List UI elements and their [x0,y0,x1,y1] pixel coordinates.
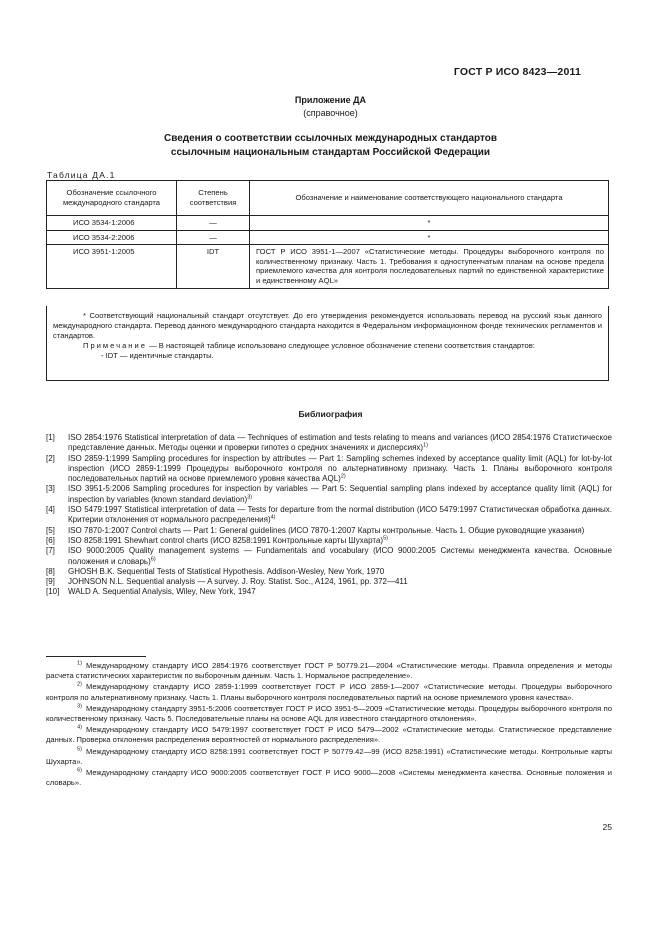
entry-body: ISO 3951-5:2006 Sampling procedures for inspection by variables — Part 5: Sequential sampling plans indexed by acceptance quality limit (AQL) for inspection by variables (known standard deviation) [68,484,612,504]
header-national-standard: Обозначение и наименование соответствующего национального стандарта [250,181,609,216]
table-row [47,245,609,288]
entry-number: [8] [46,566,55,576]
title-line-2: ссылочным национальным стандартам Российской Федерации [170,147,491,158]
footnote-mark: 1) [77,660,82,667]
list-item [46,546,612,567]
table-row [47,230,609,245]
list-item [46,526,612,536]
entry-number: [3] [46,484,55,494]
entry-number: [1] [46,433,55,442]
cell-degree: IDT [177,245,250,288]
table-label: Таблица ДА.1 [47,170,116,180]
footnote-mark: 3) [77,703,82,710]
table-header-row [47,181,609,216]
footnote-mark: 6) [77,767,82,774]
table-row [47,216,609,231]
footnote [46,768,612,788]
footnote-text: Международному стандарту ИСО 2854:1976 соответствует ГОСТ Р 50779.21—2004 «Статистические методы. Правила определения и методы расчета статистических характеристик по выборочным данным. Часть 1. Нормальное распределение». [46,661,612,681]
bibliography-list [46,433,612,598]
entry-text [68,454,612,485]
entry-body: ISO 2859-1:1999 Sampling procedures for inspection by attributes — Part 1: Sampling schemes indexed by acceptance quality limit (AQL) for lot-by-lot inspection (ИСО 2859-1:1999 Процедуры выборочного контроля по альтернативному признаку. Часть 1. Планы выборочного контроля последовательных партий на основе приемлемого уровня качества AQL) [68,453,612,484]
entry-text [68,433,612,454]
cell-national: * [250,216,609,231]
entry-body: ISO 8258:1991 Shewhart control charts (ИСО 8258:1991 Контрольные карты Шухарта) [68,535,384,545]
footnote [46,682,612,702]
cell-standard: ИСО 3534-1:2006 [47,216,177,231]
entry-body: JOHNSON N.L. Sequential analysis — A survey. J. Roy. Statist. Soc., A124, 1961, pp. 372—411 [68,577,408,587]
footnote-text: Международному стандарту ИСО 2859-1:1999 соответствует ГОСТ Р ИСО 2859-1—2007 «Статистические методы. Процедуры выборочного контроля по альтернативному признаку. Часть 1. Планы выборочного контроля последовательных партий на основе приемлемого уровня качества». [46,682,612,702]
entry-number: [5] [46,525,55,535]
entry-text [68,587,612,597]
footnote [46,661,612,681]
entry-number: [6] [46,535,55,545]
page-number: 25 [602,822,612,832]
cell-standard: ИСО 3951-1:2005 [47,245,177,288]
annex-heading [0,94,661,120]
cell-standard: ИСО 3534-2:2006 [47,230,177,245]
list-item [46,536,612,546]
cell-degree: — [177,230,250,245]
entry-text [68,577,612,587]
footnote-mark: 5) [77,746,82,753]
entry-footnote-mark: 2) [340,473,346,480]
entry-number: [7] [46,546,55,556]
footnotes [46,661,612,789]
note-text: — В настоящей таблице использовано следующее условное обозначение степени соответствия стандартов: [146,341,535,350]
footnote-text: Международному стандарту 3951-5:2006 соответствует ГОСТ Р ИСО 3951-5—2009 «Статистические методы. Процедуры выборочного контроля по количественному признаку. Часть 5. Последовательные планы на основе AQL для известного стандартного отклонения». [46,703,612,724]
annex-title: Приложение ДА [294,95,367,105]
footnote-text: Международному стандарту ИСО 5479:1997 соответствует ГОСТ Р ИСО 5479—2002 «Статистические методы. Статистическое представление данных. Проверка отклонения распределения вероятностей от нормального распределения». [46,725,612,745]
list-item [46,433,612,454]
entry-text [68,546,612,567]
entry-text [68,505,612,526]
entry-body: ISO 7870-1:2007 Control charts — Part 1: General guidelines (ИСО 7870-1:2007 Карты контрольные. Часть 1. Общие руководящие указания) [68,525,585,535]
entry-number: [4] [46,505,55,515]
entry-body: WALD A. Sequential Analysis, Wiley, New York, 1947 [68,587,256,597]
list-item [46,577,612,587]
list-item [46,484,612,505]
entry-footnote-mark: 5) [383,535,388,542]
document-id: ГОСТ Р ИСО 8423—2011 [453,66,581,78]
footnote-mark: 4) [77,724,82,731]
note-label: Примечание [83,341,147,350]
table-note [47,341,608,351]
entry-number: [10] [46,587,60,597]
footnote-mark: 2) [77,681,82,688]
entry-body: ISO 2854:1976 Statistical interpretation of data — Techniques of estimation and tests relating to means and variances (ИСО 2854:1976 Статистическое представление данных. Методы оценки и проверки гипотез о средних значениях и дисперсиях) [68,433,612,453]
entry-footnote-mark: 1) [423,442,428,449]
entry-text [68,484,612,505]
entry-text [68,526,612,536]
table-notes [46,306,609,381]
list-item [46,587,612,597]
list-item [46,454,612,485]
header-international-standard: Обозначение ссылочного международного стандарта [47,181,177,216]
footnote [46,704,612,724]
entry-number: [9] [46,577,55,587]
entry-body: GHOSH B.K. Sequential Tests of Statistical Hypothesis. Addison-Wesley, New York, 1970 [68,566,385,576]
entry-number: [2] [46,453,55,463]
table-footnote-star: * Соответствующий национальный стандарт отсутствует. До его утверждения рекомендуется использовать перевод на русский язык данного международного стандарта. Перевод данного международного стандарта находится в Федеральном информационном фонде технических регламентов и стандартов. [53,311,602,340]
entry-footnote-mark: 6) [150,555,156,562]
footnote [46,747,612,767]
cell-national: * [250,230,609,245]
correspondence-table [46,180,609,289]
footnote-separator [46,656,146,657]
entry-footnote-mark: 3) [247,494,253,501]
entry-body: ISO 9000:2005 Quality management systems — Fundamentals and vocabulary (ИСО 9000:2005 Системы менеджмента качества. Основные положения и словарь) [68,546,612,566]
header-degree: Степень соответствия [177,181,250,216]
list-item [46,567,612,577]
list-item [46,505,612,526]
page-title [0,132,661,160]
annex-subtitle: (справочное) [303,108,358,118]
note-idt: - IDT — идентичные стандарты. [101,351,214,360]
bibliography-title: Библиография [298,409,363,419]
cell-national: ГОСТ Р ИСО 3951-1—2007 «Статистические методы. Процедуры выборочного контроля по количественному признаку. Часть 1. Требования к одноступенчатым планам на основе предела приемлемого качества для контроля последовательных партий по единственной характеристике и единственному AQL» [250,245,609,288]
footnote [46,725,612,745]
entry-text [68,536,612,546]
entry-text [68,567,612,577]
entry-body: ISO 5479:1997 Statistical interpretation of data — Tests for departure from the normal distribution (ИСО 5479:1997 Статистическая обработка данных. Критерии отклонения от нормального распределения) [68,505,612,525]
title-line-1: Сведения о соответствии ссылочных международных стандартов [163,133,498,144]
footnote-text: Международному стандарту ИСО 8258:1991 соответствует ГОСТ Р 50779.42—99 (ИСО 8258:1991) «Статистические методы. Контрольные карты Шухарта». [46,746,612,766]
entry-footnote-mark: 4) [270,514,276,521]
footnote-text: Международному стандарту ИСО 9000:2005 соответствует ГОСТ Р ИСО 9000—2008 «Системы менеджмента качества. Основные положения и словарь». [46,768,612,788]
cell-degree: — [177,216,250,231]
